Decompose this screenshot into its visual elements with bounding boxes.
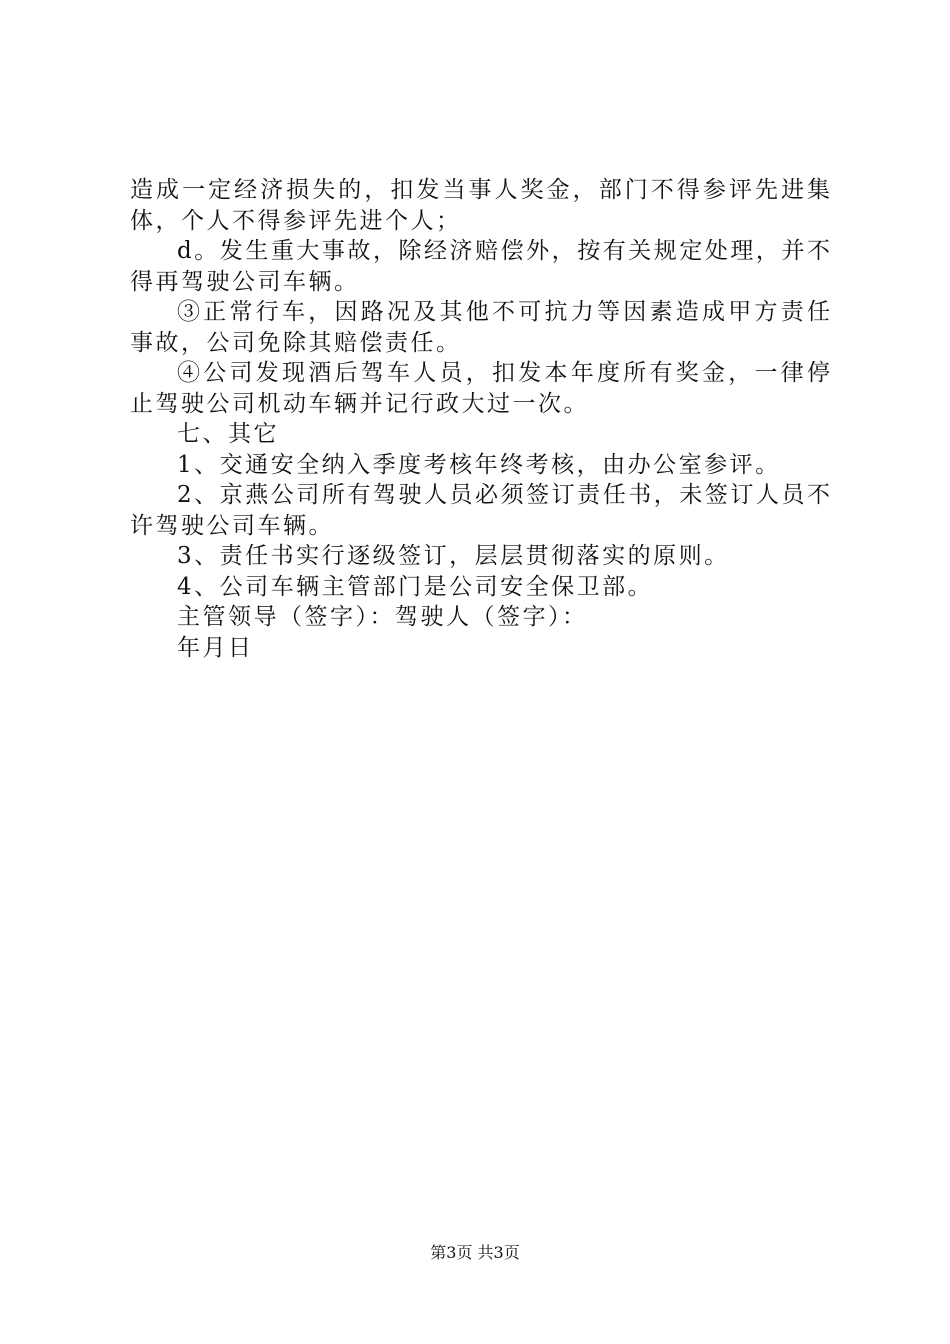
list-item: 3、责任书实行逐级签订，层层贯彻落实的原则。 xyxy=(177,543,730,569)
paragraph-line: 造成一定经济损失的，扣发当事人奖金，部门不得参评先进集 xyxy=(130,177,830,203)
section-heading: 七、其它 xyxy=(177,421,279,447)
page-indicator: 第3页 共3页 xyxy=(430,1243,520,1262)
paragraph-line: 体，个人不得参评先进个人； xyxy=(130,207,462,234)
list-item: 4、公司车辆主管部门是公司安全保卫部。 xyxy=(177,573,654,600)
list-item-continuation: 许驾驶公司车辆。 xyxy=(130,512,334,539)
paragraph-line: 得再驾驶公司车辆。 xyxy=(130,268,360,295)
date-line: 年月日 xyxy=(177,634,254,661)
paragraph-line: ③正常行车，因路况及其他不可抗力等因素造成甲方责任 xyxy=(177,299,830,325)
document-body xyxy=(130,175,830,663)
list-item: 1、交通安全纳入季度考核年终考核，由办公室参评。 xyxy=(177,451,781,478)
paragraph-line: 止驾驶公司机动车辆并记行政大过一次。 xyxy=(130,390,589,417)
paragraph-line: ④公司发现酒后驾车人员，扣发本年度所有奖金，一律停 xyxy=(177,360,830,386)
paragraph-line: 事故，公司免除其赔偿责任。 xyxy=(130,329,462,356)
page-footer xyxy=(0,1243,950,1263)
paragraph-line: d。发生重大事故，除经济赔偿外，按有关规定处理，并不 xyxy=(177,238,830,264)
signature-line: 主管领导（签字）：驾驶人（签字）： xyxy=(177,604,588,630)
list-item: 2、京燕公司所有驾驶人员必须签订责任书，未签订人员不 xyxy=(177,482,830,508)
